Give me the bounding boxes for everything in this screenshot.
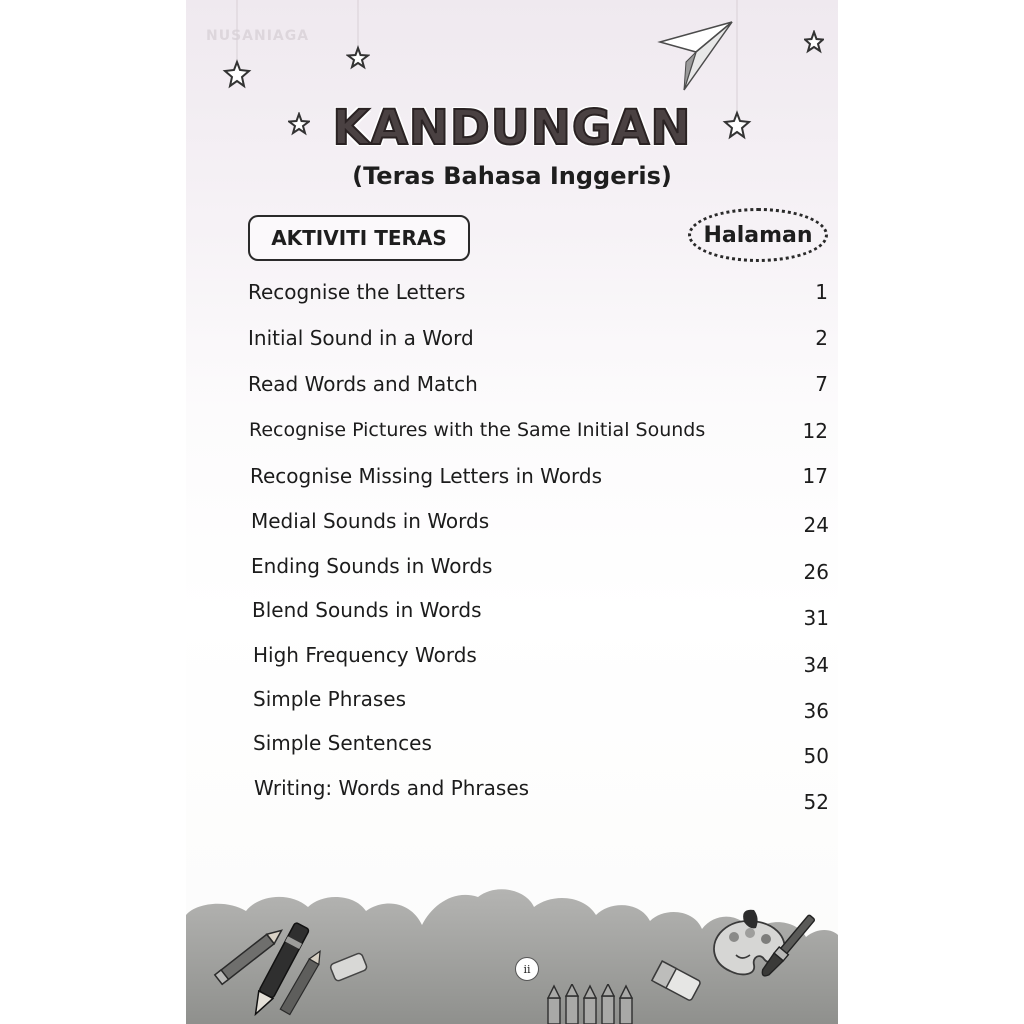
crayon-icon xyxy=(542,984,642,1024)
toc-row xyxy=(248,326,828,358)
toc-row xyxy=(248,598,829,630)
toc-title: Medial Sounds in Words xyxy=(251,509,490,533)
star-icon xyxy=(222,0,252,95)
toc-row xyxy=(248,464,828,496)
toc-page: 7 xyxy=(815,372,828,396)
toc-page: 12 xyxy=(802,419,828,443)
toc-title: Simple Phrases xyxy=(253,687,407,711)
toc-row xyxy=(248,687,829,723)
brand-watermark: NUSANIAGA xyxy=(206,28,310,44)
toc-title: Writing: Words and Phrases xyxy=(254,776,530,800)
toc-page: 52 xyxy=(803,790,829,814)
toc-page: 24 xyxy=(803,513,829,537)
toc-page: 2 xyxy=(815,326,828,350)
toc-title: High Frequency Words xyxy=(253,643,477,667)
toc-page: 31 xyxy=(803,606,829,630)
toc-title: Recognise the Letters xyxy=(248,280,466,304)
eraser-icon xyxy=(648,956,704,1008)
toc-row xyxy=(248,776,829,814)
star-icon xyxy=(804,30,824,54)
toc-row xyxy=(248,554,829,586)
section-label: AKTIVITI TERAS xyxy=(248,215,470,261)
page-column-label: Halaman xyxy=(688,208,828,262)
toc-row xyxy=(248,419,828,451)
toc-page: 1 xyxy=(815,280,828,304)
page-title: KANDUNGAN xyxy=(332,100,692,156)
toc-title: Ending Sounds in Words xyxy=(251,554,493,578)
toc-row xyxy=(248,509,829,541)
paper-plane-icon xyxy=(656,18,736,96)
toc-page: 50 xyxy=(803,744,829,768)
toc-page: 17 xyxy=(802,464,828,488)
toc-title: Initial Sound in a Word xyxy=(248,326,474,350)
toc-page: 36 xyxy=(803,699,829,723)
toc-title: Recognise Pictures with the Same Initial Sounds xyxy=(249,419,706,441)
toc-row xyxy=(248,643,829,677)
star-icon xyxy=(346,0,370,72)
toc-title: Blend Sounds in Words xyxy=(252,598,482,622)
toc-title: Recognise Missing Letters in Words xyxy=(250,464,602,488)
eraser-icon xyxy=(326,948,372,988)
toc-page: 34 xyxy=(803,653,829,677)
pencil-icon xyxy=(272,950,328,1024)
toc-row xyxy=(248,372,828,404)
toc-row xyxy=(248,280,828,312)
page-subtitle: (Teras Bahasa Inggeris) xyxy=(352,162,672,190)
toc-title: Simple Sentences xyxy=(253,731,432,755)
toc-title: Read Words and Match xyxy=(248,372,478,396)
toc-page: 26 xyxy=(803,560,829,584)
toc-row xyxy=(248,731,829,768)
page-number: ii xyxy=(515,957,539,981)
contents-page xyxy=(186,0,838,1024)
paintbrush-icon xyxy=(736,904,786,944)
